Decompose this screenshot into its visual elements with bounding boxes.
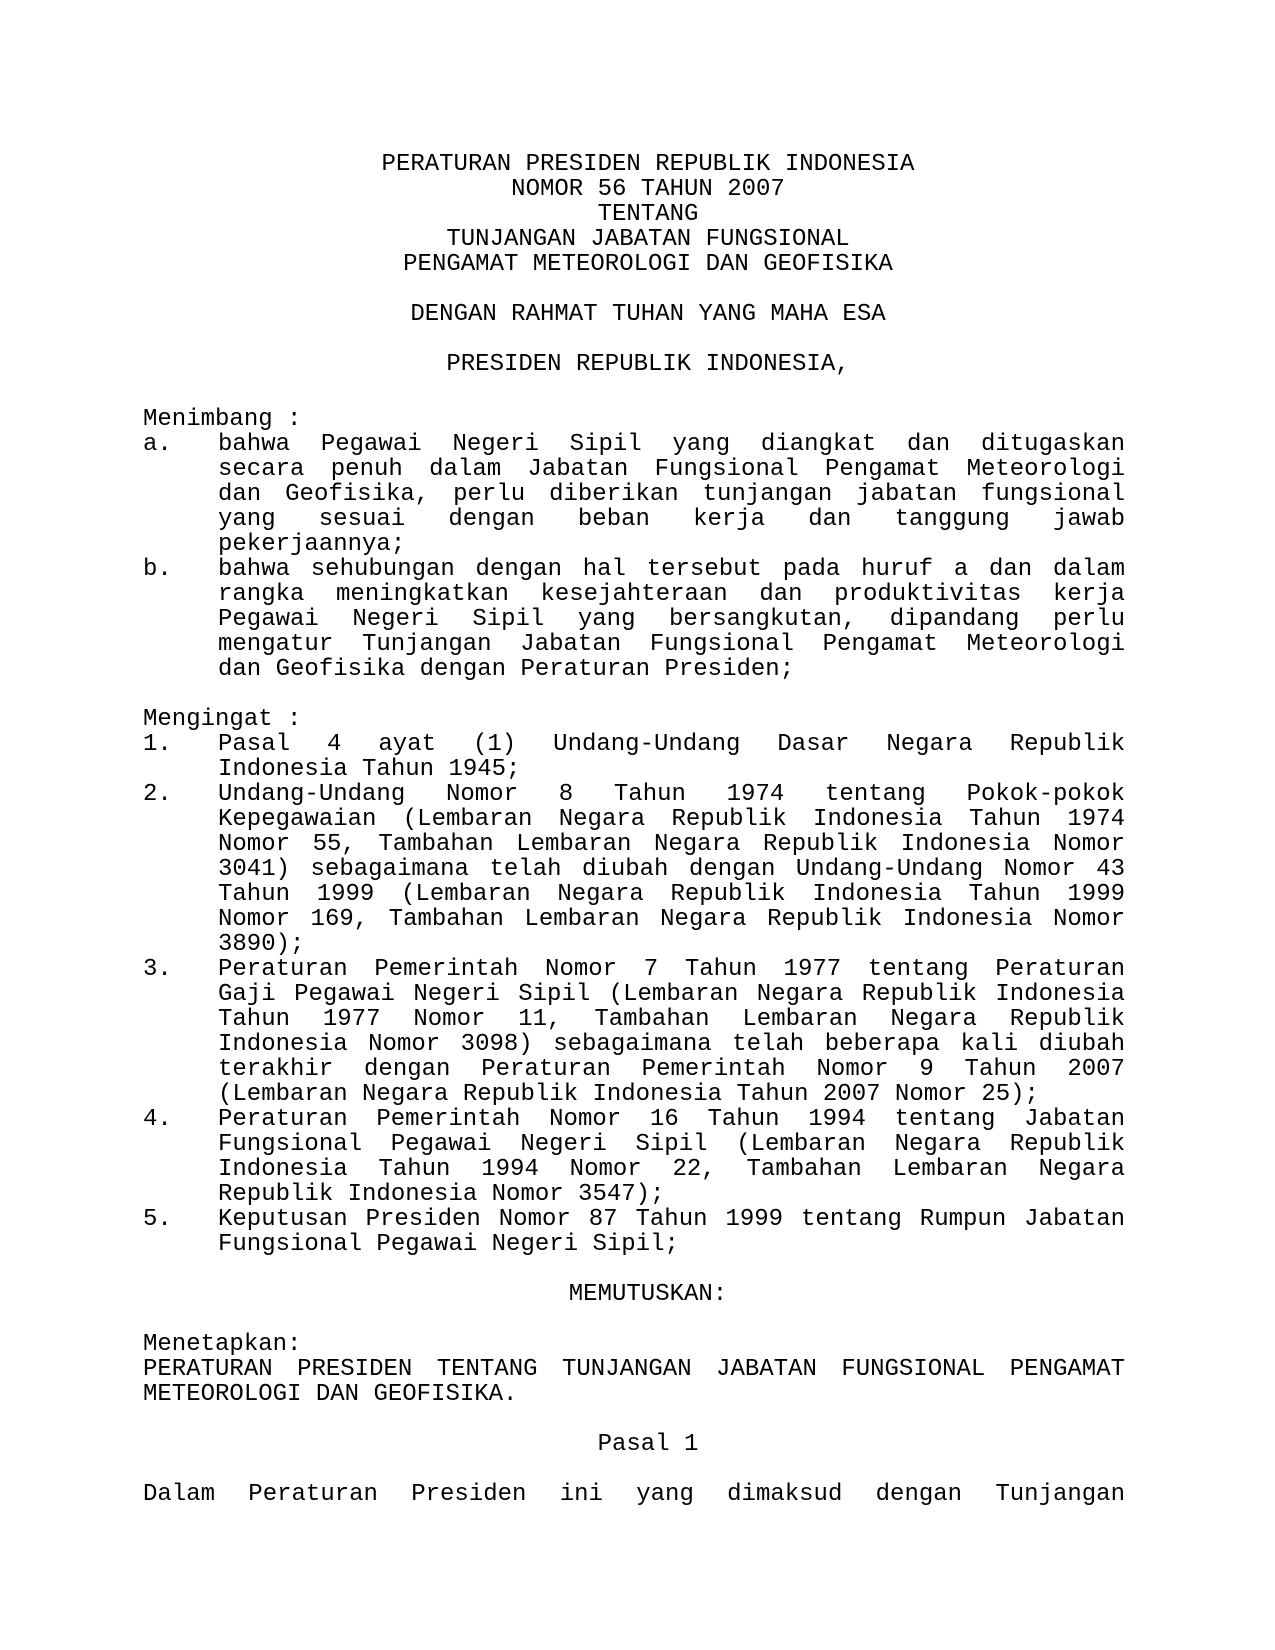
menimbang-items [143, 432, 1125, 682]
text-line: secara penuh dalam Jabatan Fungsional Pengamat Meteorologi [218, 456, 1125, 483]
item-marker: 5. [143, 1206, 172, 1233]
text-line: (Lembaran Negara Republik Indonesia Tahun 2007 Nomor 25); [218, 1081, 1039, 1108]
text-line: Nomor 55, Tambahan Lembaran Negara Republik Indonesia Nomor [218, 831, 1125, 858]
text-line: bahwa Pegawai Negeri Sipil yang diangkat dan ditugaskan [218, 431, 1125, 458]
text-line: 3890); [218, 931, 305, 958]
document-title [143, 152, 1125, 277]
list-item [143, 1107, 1125, 1207]
text-line: Kepegawaian (Lembaran Negara Republik Indonesia Tahun 1974 [218, 806, 1125, 833]
list-item [143, 432, 1125, 557]
text-line: dan Geofisika dengan Peraturan Presiden; [218, 656, 795, 683]
item-body [218, 1207, 1125, 1257]
item-marker: a. [143, 431, 172, 458]
item-body [218, 732, 1125, 782]
text-line: Peraturan Pemerintah Nomor 16 Tahun 1994 tentang Jabatan [218, 1106, 1125, 1133]
item-marker: 3. [143, 956, 172, 983]
memutuskan-heading: MEMUTUSKAN: [568, 1281, 728, 1308]
text-line: Indonesia Tahun 1945; [218, 756, 521, 783]
text-line: Pasal 4 ayat (1) Undang-Undang Dasar Negara Republik [218, 731, 1125, 758]
text-line: Gaji Pegawai Negeri Sipil (Lembaran Negara Republik Indonesia [218, 981, 1125, 1008]
text-line: PERATURAN PRESIDEN TENTANG TUNJANGAN JABATAN FUNGSIONAL PENGAMAT [143, 1356, 1125, 1383]
text-line: rangka meningkatkan kesejahteraan dan produktivitas kerja [218, 581, 1125, 608]
text-line: Republik Indonesia Nomor 3547); [218, 1181, 665, 1208]
text-line: Tahun 1977 Nomor 11, Tambahan Lembaran Negara Republik [218, 1006, 1125, 1033]
item-marker: b. [143, 556, 172, 583]
item-body [218, 432, 1125, 557]
menetapkan-body [143, 1357, 1125, 1407]
text-line: METEOROLOGI DAN GEOFISIKA. [143, 1381, 518, 1408]
authority-line: PRESIDEN REPUBLIK INDONESIA, [446, 351, 850, 378]
text-line: dan Geofisika, perlu diberikan tunjangan jabatan fungsional [218, 481, 1125, 508]
text-line: Pegawai Negeri Sipil yang bersangkutan, dipandang perlu [218, 606, 1125, 633]
list-item [143, 782, 1125, 957]
text-line: Tahun 1999 (Lembaran Negara Republik Indonesia Tahun 1999 [218, 881, 1125, 908]
menetapkan-label: Menetapkan: [143, 1331, 302, 1358]
text-line: Dalam Peraturan Presiden ini yang dimaksud dengan Tunjangan [143, 1481, 1125, 1508]
mengingat-label: Mengingat : [143, 706, 302, 733]
text-line: mengatur Tunjangan Jabatan Fungsional Pengamat Meteorologi [218, 631, 1125, 658]
text-line: TUNJANGAN JABATAN FUNGSIONAL [446, 226, 850, 253]
item-marker: 1. [143, 731, 172, 758]
text-line: Keputusan Presiden Nomor 87 Tahun 1999 tentang Rumpun Jabatan [218, 1206, 1125, 1233]
text-line: terakhir dengan Peraturan Pemerintah Nomor 9 Tahun 2007 [218, 1056, 1125, 1083]
text-line: Undang-Undang Nomor 8 Tahun 1974 tentang Pokok-pokok [218, 781, 1125, 808]
item-body [218, 1107, 1125, 1207]
text-line: Peraturan Pemerintah Nomor 7 Tahun 1977 tentang Peraturan [218, 956, 1125, 983]
pasal-1-heading: Pasal 1 [597, 1431, 699, 1458]
text-line: Nomor 169, Tambahan Lembaran Negara Republik Indonesia Nomor [218, 906, 1125, 933]
text-line: Fungsional Pegawai Negeri Sipil (Lembaran Negara Republik [218, 1131, 1125, 1158]
text-line: NOMOR 56 TAHUN 2007 [511, 176, 785, 203]
text-line: PERATURAN PRESIDEN REPUBLIK INDONESIA [381, 151, 915, 178]
list-item [143, 957, 1125, 1107]
menimbang-label: Menimbang : [143, 406, 302, 433]
item-body [218, 557, 1125, 682]
item-body [218, 957, 1125, 1107]
text-line: yang sesuai dengan beban kerja dan tanggung jawab [218, 506, 1125, 533]
item-marker: 4. [143, 1106, 172, 1133]
text-line: TENTANG [597, 201, 699, 228]
list-item [143, 557, 1125, 682]
text-line: Indonesia Nomor 3098) sebagaimana telah beberapa kali diubah [218, 1031, 1125, 1058]
invocation-line: DENGAN RAHMAT TUHAN YANG MAHA ESA [410, 301, 886, 328]
list-item [143, 1207, 1125, 1257]
text-line: PENGAMAT METEOROLOGI DAN GEOFISIKA [403, 251, 893, 278]
text-line: bahwa sehubungan dengan hal tersebut pada huruf a dan dalam [218, 556, 1125, 583]
item-marker: 2. [143, 781, 172, 808]
text-line: Indonesia Tahun 1994 Nomor 22, Tambahan Lembaran Negara [218, 1156, 1125, 1183]
mengingat-items [143, 732, 1125, 1257]
text-line: 3041) sebagaimana telah diubah dengan Undang-Undang Nomor 43 [218, 856, 1125, 883]
text-line: pekerjaannya; [218, 531, 406, 558]
pasal-1-body [143, 1482, 1125, 1507]
list-item [143, 732, 1125, 782]
item-body [218, 782, 1125, 957]
text-line: Fungsional Pegawai Negeri Sipil; [218, 1231, 679, 1258]
